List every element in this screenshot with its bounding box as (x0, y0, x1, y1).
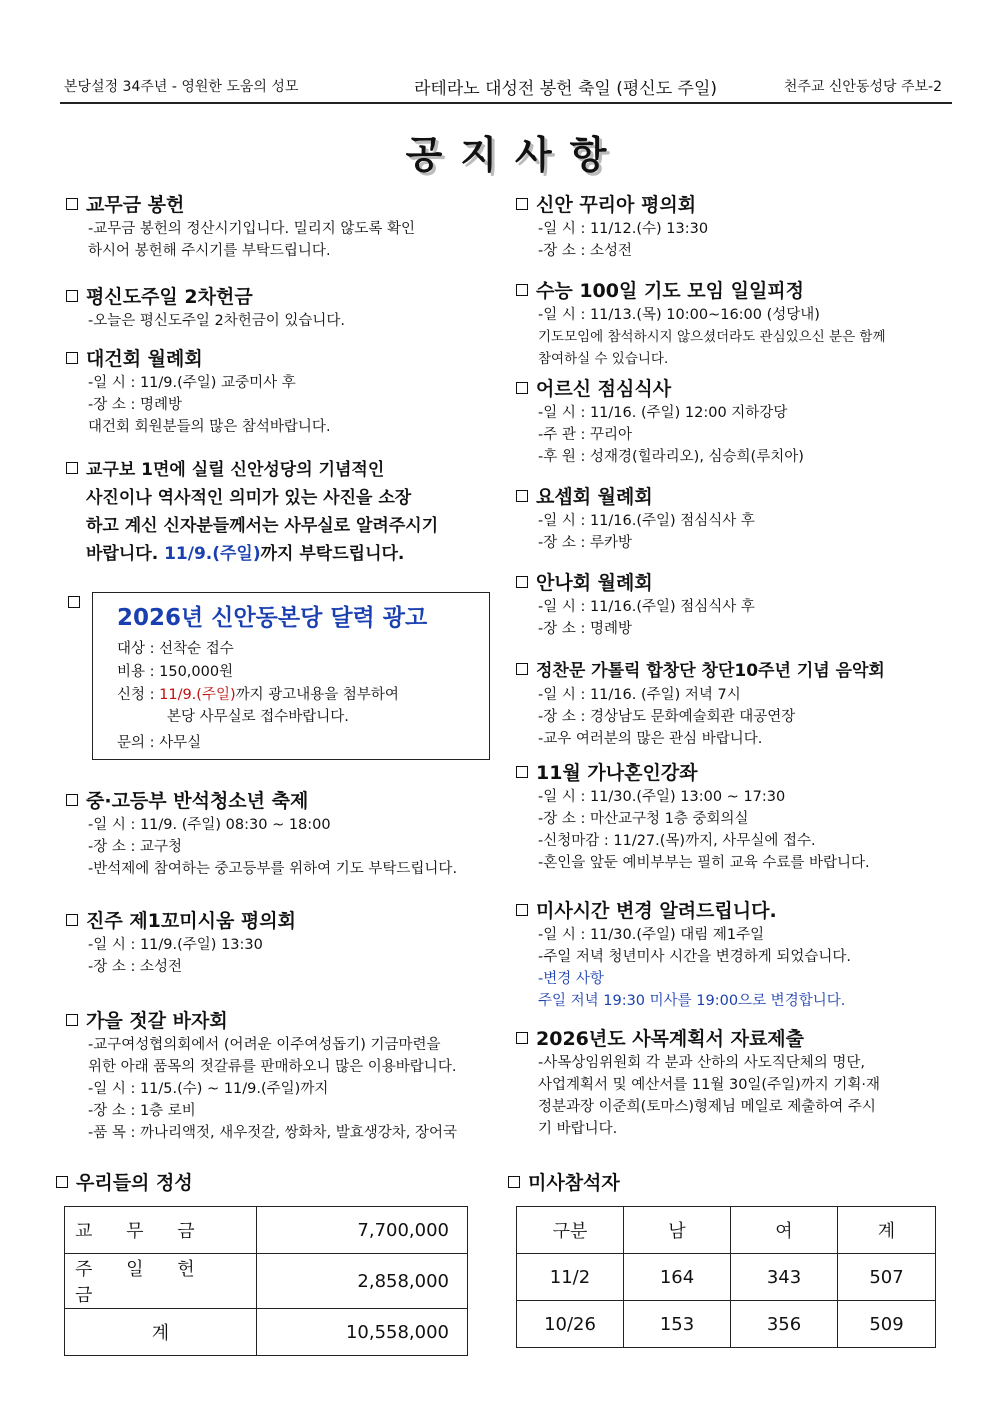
notice-line: -혼인을 앞둔 예비부부는 필히 교육 수료를 바랍니다. (538, 855, 870, 871)
table-cell: 507 (838, 1254, 936, 1301)
notice-line: -반석제에 참여하는 중고등부를 위하여 기도 부탁드립니다. (88, 861, 458, 877)
date-highlight: 11/9.(주일) (164, 544, 261, 564)
calendar-ad-box (92, 592, 490, 760)
notice-line: -교구여성협의회에서 (어려운 이주여성돕기) 기금마련을 (88, 1037, 441, 1053)
notice-line: -후 원 : 성재경(힐라리오), 심승희(루치아) (538, 449, 804, 465)
notice-line: -장 소 : 명례방 (88, 397, 182, 413)
notice-item (516, 1026, 952, 1140)
table-cell: 164 (624, 1254, 731, 1301)
checkbox-icon (516, 1032, 528, 1044)
notice-line: -주일 저녁 청년미사 시간을 변경하게 되었습니다. (538, 949, 852, 965)
notice-title: 어르신 점심식사 (536, 378, 672, 400)
table-cell: 11/2 (517, 1254, 624, 1301)
notice-title: 수능 100일 기도 모임 일일피정 (536, 280, 805, 302)
notice-line: -신청마감 : 11/27.(목)까지, 사무실에 접수. (538, 833, 816, 849)
table-cell: 계 (838, 1207, 936, 1254)
checkbox-icon (66, 462, 78, 474)
notice-item (516, 570, 952, 658)
notice-item (66, 456, 506, 586)
notice-item (66, 788, 506, 908)
notice-item (66, 346, 506, 456)
table-cell: 구분 (517, 1207, 624, 1254)
offering-table (64, 1206, 468, 1356)
notice-item (66, 284, 506, 346)
ad-date: 11/9.(주일) (159, 687, 236, 703)
notice-line: 기도모임에 참석하시지 않으셨더라도 관심있으신 분은 함께 (538, 329, 886, 345)
table-cell: 509 (838, 1301, 936, 1348)
notice-line: -교우 여러분의 많은 관심 바랍니다. (538, 731, 763, 747)
table-cell: 10,558,000 (257, 1309, 468, 1356)
notice-line: 기 바랍니다. (538, 1121, 618, 1137)
notice-title: 교구보 1면에 실릴 신안성당의 기념적인 (86, 460, 385, 480)
notice-line: 사업계획서 및 예산서를 11월 30일(주일)까지 기획·재 (538, 1077, 881, 1093)
ad-contact: 문의 : 사무실 (117, 735, 202, 751)
notice-line-highlight: -변경 사항 (538, 971, 604, 987)
notice-title: 안나회 월례회 (536, 572, 653, 594)
notice-item (66, 1008, 506, 1144)
right-column (516, 192, 952, 1140)
notice-title: 대건회 월례회 (86, 348, 203, 370)
table-cell: 153 (624, 1301, 731, 1348)
checkbox-icon (66, 1014, 78, 1026)
notice-line: -장 소 : 1층 로비 (88, 1103, 196, 1119)
checkbox-icon (516, 904, 528, 916)
notice-line: -일 시 : 11/12.(수) 13:30 (538, 221, 709, 237)
table-header-row (517, 1207, 936, 1254)
checkbox-icon (516, 284, 528, 296)
notice-line: -일 시 : 11/16. (주일) 저녁 7시 (538, 687, 741, 703)
notice-line: -장 소 : 소성전 (88, 959, 182, 975)
notice-line: 사진이나 역사적인 의미가 있는 사진을 소장 (86, 488, 412, 508)
table-row (517, 1301, 936, 1348)
notice-line: -장 소 : 소성전 (538, 243, 632, 259)
header-center: 라테라노 대성전 봉헌 축일 (평신도 주일) (414, 79, 718, 99)
left-column-lower (66, 788, 506, 1144)
notice-line: -장 소 : 경상남도 문화예술회관 대공연장 (538, 709, 796, 725)
notice-item (66, 908, 506, 1008)
notice-title: 중·고등부 반석청소년 축제 (86, 790, 309, 812)
checkbox-icon (516, 766, 528, 778)
notice-line: -일 시 : 11/30.(주일) 13:00 ~ 17:30 (538, 789, 786, 805)
checkbox-icon (508, 1176, 520, 1188)
checkbox-icon (68, 596, 80, 608)
notice-line: 정분과장 이준희(토마스)형제님 메일로 제출하여 주시 (538, 1099, 876, 1115)
notice-line: -일 시 : 11/30.(주일) 대림 제1주일 (538, 927, 765, 943)
offering-title: 우리들의 정성 (56, 1168, 193, 1195)
notice-line: -장 소 : 루카방 (538, 535, 632, 551)
table-row (65, 1207, 468, 1254)
table-cell: 7,700,000 (257, 1207, 468, 1254)
ad-apply-2: 본당 사무실로 접수바랍니다. (167, 709, 349, 725)
notice-line: -일 시 : 11/13.(목) 10:00~16:00 (성당내) (538, 307, 820, 323)
header-right: 천주교 신안동성당 주보-2 (783, 79, 942, 95)
notice-title: 가을 젓갈 바자회 (86, 1010, 228, 1032)
attendance-table (516, 1206, 936, 1348)
ad-target: 대상 : 선착순 접수 (117, 641, 234, 657)
notice-line: -일 시 : 11/16. (주일) 12:00 지하강당 (538, 405, 788, 421)
notice-title: 평신도주일 2차헌금 (86, 286, 253, 308)
notice-title: 요셉회 월례회 (536, 486, 653, 508)
notice-line: -장 소 : 명례방 (538, 621, 632, 637)
notice-title: 신안 꾸리아 평의회 (536, 194, 697, 216)
table-cell: 여 (731, 1207, 838, 1254)
notice-line: -일 시 : 11/16.(주일) 점심식사 후 (538, 599, 755, 615)
checkbox-icon (56, 1176, 68, 1188)
checkbox-icon (66, 914, 78, 926)
ad-cost: 비용 : 150,000원 (117, 664, 234, 680)
left-column (66, 192, 506, 586)
notice-item (516, 484, 952, 570)
page-header (60, 72, 952, 104)
notice-title: 미사시간 변경 알려드립니다. (536, 900, 777, 922)
attendance-title: 미사참석자 (508, 1168, 620, 1195)
notice-title: 진주 제1꼬미시움 평의회 (86, 910, 296, 932)
table-cell: 2,858,000 (257, 1254, 468, 1309)
notice-line: -일 시 : 11/9.(주일) 13:30 (88, 937, 263, 953)
notice-item (66, 192, 506, 284)
notice-line: 위한 아래 품목의 젓갈류를 판매하오니 많은 이용바랍니다. (88, 1059, 457, 1075)
checkbox-icon (516, 382, 528, 394)
checkbox-icon (516, 663, 528, 675)
notice-title: 정찬문 가톨릭 합창단 창단10주년 기념 음악회 (536, 661, 885, 681)
ad-heading: 2026년 신안동본당 달력 광고 (117, 605, 428, 631)
notice-item (516, 278, 952, 376)
notice-line: -교무금 봉헌의 정산시기입니다. 밀리지 않도록 확인 (88, 221, 416, 237)
notice-line: -품 목 : 까나리액젓, 새우젓갈, 쌍화차, 발효생강차, 장어국 (88, 1125, 457, 1141)
table-cell: 343 (731, 1254, 838, 1301)
notice-item (516, 376, 952, 484)
notice-title: 교무금 봉헌 (86, 194, 185, 216)
checkbox-icon (516, 198, 528, 210)
notice-line: 하고 계신 신자분들께서는 사무실로 알려주시기 (86, 516, 439, 536)
table-row (517, 1254, 936, 1301)
table-row (65, 1254, 468, 1309)
table-cell: 주 일 헌 금 (65, 1254, 257, 1309)
notice-line: -일 시 : 11/16.(주일) 점심식사 후 (538, 513, 755, 529)
page-title: 공지사항 (405, 133, 625, 177)
checkbox-icon (66, 290, 78, 302)
header-left: 본당설정 34주년 - 영원한 도움의 성모 (64, 79, 299, 95)
notice-line: 바랍니다. 11/9.(주일)까지 부탁드립니다. (86, 544, 405, 564)
notice-title: 11월 가나혼인강좌 (536, 762, 698, 784)
notice-line: -장 소 : 마산교구청 1층 중회의실 (538, 811, 749, 827)
notice-item (516, 760, 952, 898)
checkbox-icon (66, 198, 78, 210)
table-cell: 남 (624, 1207, 731, 1254)
notice-item (516, 658, 952, 760)
notice-item (516, 898, 952, 1026)
checkbox-icon (66, 794, 78, 806)
table-cell: 356 (731, 1301, 838, 1348)
notice-line-highlight: 주일 저녁 19:30 미사를 19:00으로 변경합니다. (538, 993, 846, 1009)
notice-line: -일 시 : 11/9.(주일) 교중미사 후 (88, 375, 296, 391)
checkbox-icon (516, 490, 528, 502)
table-cell: 10/26 (517, 1301, 624, 1348)
table-cell: 교 무 금 (65, 1207, 257, 1254)
notice-item (516, 192, 952, 278)
notice-line: -일 시 : 11/9. (주일) 08:30 ~ 18:00 (88, 817, 331, 833)
notice-line: 하시어 봉헌해 주시기를 부탁드립니다. (88, 243, 331, 259)
notice-line: -장 소 : 교구청 (88, 839, 182, 855)
notice-line: 참여하실 수 있습니다. (538, 351, 669, 367)
table-row (65, 1309, 468, 1356)
notice-line: -사목상임위원회 각 분과 산하의 사도직단체의 명단, (538, 1055, 866, 1071)
notice-line: 대건회 회원분들의 많은 참석바랍니다. (88, 419, 331, 435)
checkbox-icon (516, 576, 528, 588)
notice-line: -오늘은 평신도주일 2차헌금이 있습니다. (88, 313, 346, 329)
notice-line: -일 시 : 11/5.(수) ~ 11/9.(주일)까지 (88, 1081, 329, 1097)
notice-title: 2026년도 사목계획서 자료제출 (536, 1028, 805, 1050)
table-cell: 계 (65, 1309, 257, 1356)
notice-line: -주 관 : 꾸리아 (538, 427, 632, 443)
ad-apply: 신청 : 11/9.(주일)까지 광고내용을 첨부하여 (117, 687, 399, 703)
checkbox-icon (66, 352, 78, 364)
